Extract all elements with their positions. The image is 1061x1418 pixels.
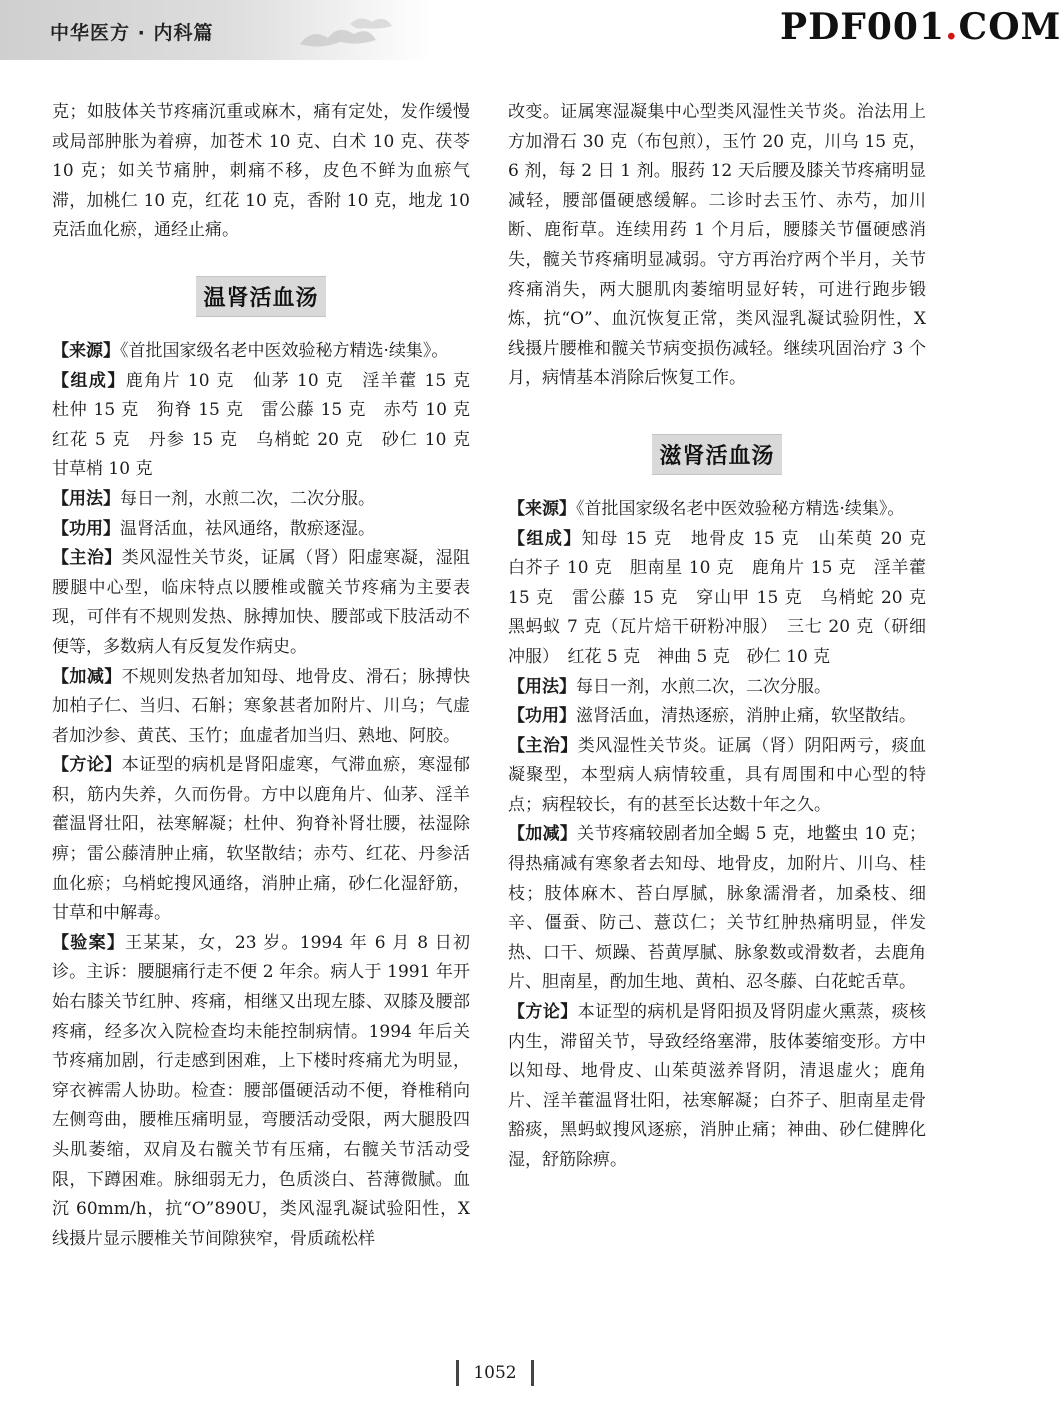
entry-tag: 【组成】 — [52, 370, 126, 391]
right-intro-paragraph: 改变。证属寒湿凝集中心型类风湿性关节炎。治法用上方加滑石 30 克（布包煎），玉竹 20 克，川乌 15 克，6 剂，每 2 日 1 剂。服药 12 天后腰及膝关节疼痛明显减轻，腰部僵硬感缓解。二诊时去玉竹、赤芍，加川断、鹿衔草。连续用药 1 个月后，腰膝关节僵硬感消失，髋关节疼痛明显减弱。守方再治疗两个半月，关节疼痛消失，两大腿肌肉萎缩明显好转，可进行跑步锻炼，抗“O”、血沉恢复正常，类风湿乳凝试验阴性，X 线摄片腰椎和髋关节病变损伤减轻。继续巩固治疗 3 个月，病情基本消除后恢复工作。 — [508, 102, 926, 389]
entry-tag: 【方论】 — [508, 1002, 578, 1023]
entry-text: 《首批国家级名老中医效验秘方精选·续集》。 — [576, 498, 905, 519]
book-title: 中华医方 · 内科篇 — [50, 22, 214, 44]
entry-usage — [52, 485, 470, 515]
entry-indication — [52, 544, 470, 662]
entry-tag: 【来源】 — [52, 340, 120, 361]
entry-tag: 【功用】 — [52, 518, 120, 539]
entry-tag: 【验案】 — [52, 932, 126, 953]
entry-text: 知母 15 克 地骨皮 15 克 山茱萸 20 克 白芥子 10 克 胆南星 10 克 鹿角片 15 克 淫羊藿 15 克 雷公藤 15 克 穿山甲 15 克 乌梢蛇 20 克 黑蚂蚁 7 克（瓦片焙干研粉冲服） 三七 20 克（研细冲服） 红花 5 克 神曲 5 克 砂仁 10 克 — [508, 528, 943, 667]
entry-text: 滋肾活血，清热逐瘀，消肿止痛，软坚散结。 — [576, 706, 916, 727]
entry-case — [52, 929, 470, 1255]
entry-function — [508, 702, 926, 732]
entry-tag: 【方论】 — [52, 755, 122, 776]
entry-tag: 【加减】 — [52, 666, 122, 687]
entry-composition — [52, 367, 487, 485]
formula-title-wenshen: 温肾活血汤 — [196, 276, 326, 317]
left-column — [52, 98, 487, 1254]
entry-tag: 【用法】 — [52, 488, 120, 509]
entry-discussion — [508, 998, 926, 1176]
entry-text: 温肾活血，祛风通络，散瘀逐湿。 — [120, 518, 375, 539]
entry-text: 每日一剂，水煎二次，二次分服。 — [576, 676, 831, 697]
left-intro-paragraph: 克；如肢体关节疼痛沉重或麻木，痛有定处，发作缓慢或局部肿胀为着痹，加苍术 10 克、白术 10 克、茯苓 10 克；如关节痛肿，刺痛不移，皮色不鲜为血瘀气滞，加桃仁 10 克，红花 10 克，香附 10 克，地龙 10 克活血化瘀，通经止痛。 — [52, 102, 470, 241]
entry-modification — [508, 820, 926, 998]
entry-source — [508, 495, 926, 525]
entry-discussion — [52, 751, 470, 929]
entry-tag: 【用法】 — [508, 676, 576, 697]
page-number: 1052 — [456, 1360, 534, 1386]
entry-text: 类风湿性关节炎。证属（肾）阴阳两亏，痰血凝聚型，本型病人病情较重，具有周围和中心型的特点；病程较长，有的甚至长达数十年之久。 — [508, 735, 927, 815]
entry-tag: 【主治】 — [52, 548, 122, 569]
entry-tag: 【主治】 — [508, 735, 578, 756]
entry-tag: 【加减】 — [508, 824, 578, 845]
entry-text: 鹿角片 10 克 仙茅 10 克 淫羊藿 15 克 杜仲 15 克 狗脊 15 克 雷公藤 15 克 赤芍 10 克 红花 5 克 丹参 15 克 乌梢蛇 20 克 砂仁 10 克 甘草梢 10 克 — [52, 370, 487, 480]
watermark — [780, 6, 1061, 48]
header-band — [0, 0, 430, 60]
entry-tag: 【功用】 — [508, 706, 576, 727]
entry-text: 本证型的病机是肾阳损及肾阴虚火熏蒸，痰核内生，滞留关节，导致经络塞滞，肢体萎缩变形。方中以知母、地骨皮、山茱萸滋养肾阴，清退虚火；鹿角片、淫羊藿温肾壮阳，祛寒解凝；白芥子、胆南星走骨豁痰，黑蚂蚁搜风逐瘀，消肿止痛；神曲、砂仁健脾化湿，舒筋除痹。 — [508, 1002, 927, 1170]
entry-text: 本证型的病机是肾阳虚寒，气滞血瘀，寒湿郁积，筋内失养，久而伤骨。方中以鹿角片、仙茅、淫羊藿温肾壮阳，祛寒解凝；杜仲、狗脊补肾壮腰，祛湿除痹；雷公藤清肿止痛，软坚散结；赤芍、红花、丹参活血化瘀；乌梢蛇搜风通络，消肿止痛，砂仁化湿舒筋，甘草和中解毒。 — [52, 755, 471, 924]
entry-text: 类风湿性关节炎，证属（肾）阳虚寒凝，湿阻腰腿中心型，临床特点以腰椎或髋关节疼痛为主要表现，可伴有不规则发热、脉搏加快、腰部或下肢活动不便等，多数病人有反复发作病史。 — [52, 548, 471, 657]
entry-text: 关节疼痛较剧者加全蝎 5 克，地鳖虫 10 克；得热痛减有寒象者去知母、地骨皮，加附片、川乌、桂枝；肢体麻木、苔白厚腻，脉象濡滑者，加桑枝、细辛、僵蚕、防己、薏苡仁；关节红肿热痛明显，伴发热、口干、烦躁、苔黄厚腻、脉象数或滑数者，去鹿角片、胆南星，酌加生地、黄柏、忍冬藤、白花蛇舌草。 — [508, 824, 926, 993]
entry-tag: 【组成】 — [508, 528, 582, 549]
right-column — [508, 98, 943, 1176]
entry-tag: 【来源】 — [508, 498, 576, 519]
entry-source — [52, 337, 470, 367]
watermark-main: PDF001 — [780, 6, 945, 48]
entry-text: 不规则发热者加知母、地骨皮、滑石；脉搏快加柏子仁、当归、石斛；寒象甚者加附片、川乌；气虚者加沙参、黄芪、玉竹；血虚者加当归、熟地、阿胶。 — [52, 666, 471, 746]
entry-function — [52, 515, 470, 545]
entry-modification — [52, 663, 470, 752]
entry-text: 王某某，女，23 岁。1994 年 6 月 8 日初诊。主诉：腰腿痛行走不便 2 年余。病人于 1991 年开始右膝关节红肿、疼痛，相继又出现左膝、双膝及腰部疼痛，经多次入院检查均未能控制病情。1994 年后关节疼痛加剧，行走感到困难，上下楼时疼痛尤为明显，穿衣裤需人协助。检查：腰部僵硬活动不便，脊椎稍向左侧弯曲，腰椎压痛明显，弯腰活动受限，两大腿股四头肌萎缩，双肩及右髋关节有压痛，右髋关节活动受限，下蹲困难。脉细弱无力，色质淡白、苔薄微腻。血沉 60mm/h，抗“O”890U，类风湿乳凝试验阳性，X 线摄片显示腰椎关节间隙狭窄，骨质疏松样 — [52, 932, 471, 1249]
entry-text: 每日一剂，水煎二次，二次分服。 — [120, 488, 375, 509]
entry-indication — [508, 732, 926, 821]
entry-composition — [508, 525, 943, 673]
entry-text: 《首批国家级名老中医效验秘方精选·续集》。 — [120, 340, 449, 361]
watermark-tld: COM — [958, 6, 1061, 48]
watermark-dot: . — [945, 6, 959, 48]
formula-title-zishen: 滋肾活血汤 — [652, 434, 782, 475]
entry-usage — [508, 673, 926, 703]
